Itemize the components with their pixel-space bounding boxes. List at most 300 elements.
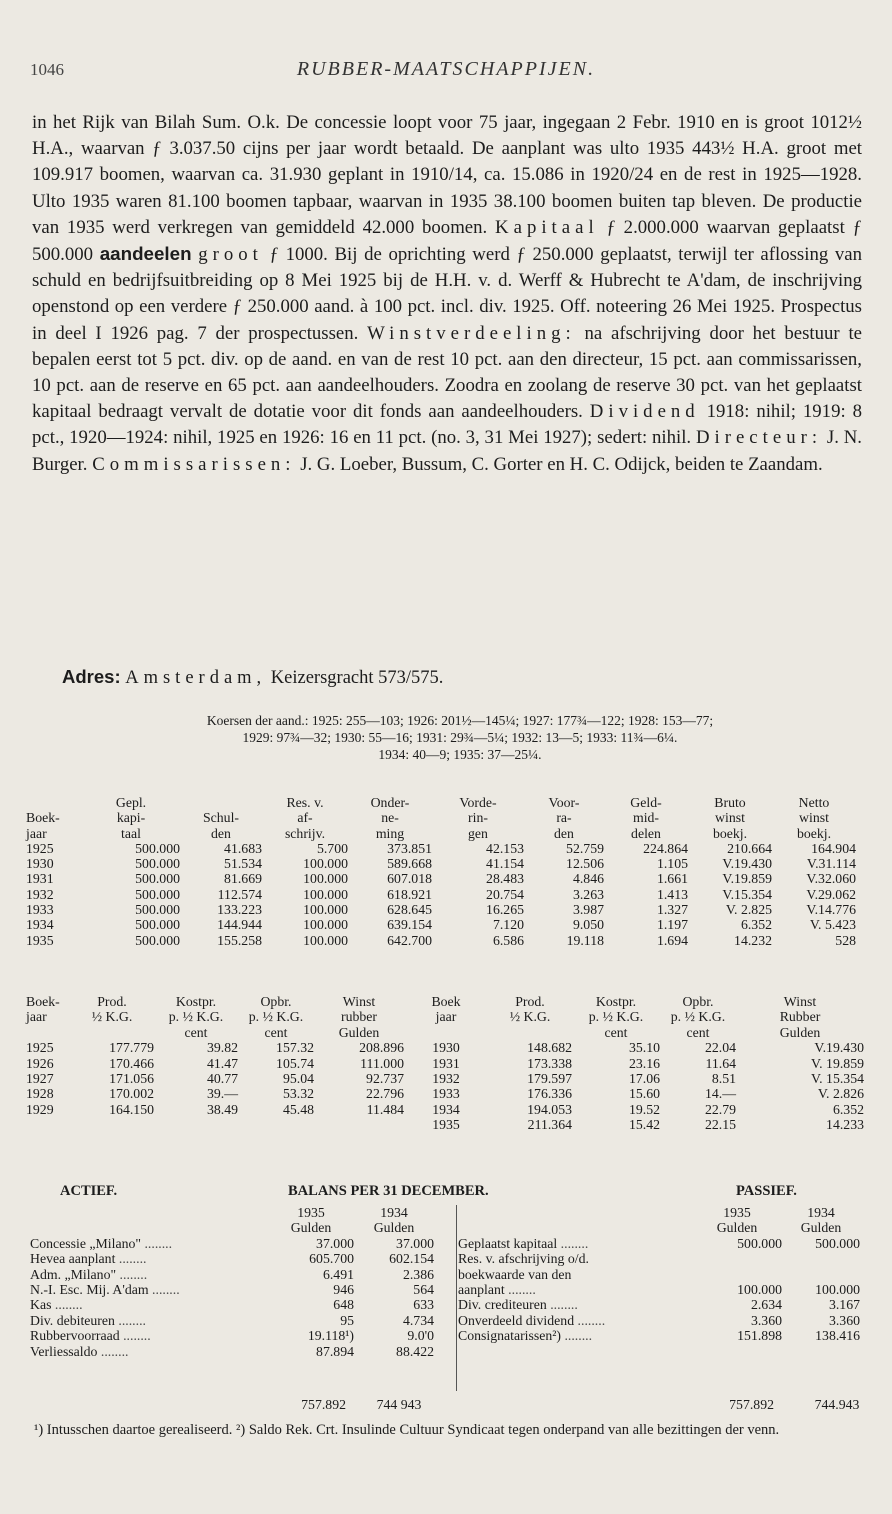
year-cell: 1929 [26, 1101, 54, 1117]
year-cell: 1932 [432, 1071, 460, 1087]
value-cell: 500.000 [135, 932, 180, 948]
running-title: RUBBER-MAATSCHAPPIJEN. [296, 58, 596, 80]
header-cell: Kostpr. [595, 994, 637, 1009]
amount-1934 [782, 1251, 860, 1266]
value-cell: 7.120 [492, 917, 524, 933]
unit-header: Gulden [373, 1220, 415, 1236]
value-cell: 1.105 [656, 856, 688, 872]
spacer-cell [30, 1205, 268, 1220]
balance-passief-table [458, 1205, 860, 1344]
header-cell: gen [468, 825, 488, 841]
balance-row [30, 1344, 434, 1359]
balance-item-label [30, 1328, 268, 1343]
header-cell: Winst [342, 994, 376, 1009]
balance-item-label [30, 1251, 268, 1266]
balance-row [30, 1282, 434, 1297]
item-name: Geplaatst kapitaal [458, 1235, 558, 1251]
header-cell: Onder- [370, 795, 410, 810]
value-cell: 628.645 [387, 902, 432, 918]
table-row [26, 933, 856, 948]
balance-item-label [30, 1313, 268, 1328]
balance-item-label [30, 1344, 268, 1359]
leader-dots: ........ [119, 1328, 151, 1344]
value-cell: 148.682 [527, 1040, 572, 1056]
balance-item-label [458, 1328, 692, 1343]
year-cell: 1935 [432, 1117, 460, 1133]
value-cell: 176.336 [527, 1086, 572, 1102]
value-cell: 41.154 [486, 856, 524, 872]
value-cell: V.19.859 [722, 871, 772, 887]
balance-row [30, 1251, 434, 1266]
value-cell: 164.904 [811, 840, 856, 856]
value-cell [238, 1117, 314, 1132]
value-cell: 100.000 [303, 902, 348, 918]
amount-1934: 500.000 [815, 1235, 860, 1251]
year-cell: 1934 [26, 917, 54, 933]
value-cell: 373.851 [387, 840, 432, 856]
value-cell: V.14.776 [806, 902, 856, 918]
header-cell: p. ½ K.G. [168, 1009, 224, 1025]
header-cell: Gulden [779, 1024, 821, 1040]
koersen-line: 1929: 97¾—32; 1930: 55—16; 1931: 29¾—5¼; 1932: 13—5; 1933: 11¾—6¼. [242, 730, 678, 745]
value-cell: 23.16 [628, 1055, 660, 1071]
amount-1935: 605.700 [309, 1251, 354, 1267]
value-cell: 22.15 [704, 1117, 736, 1133]
amount-1934: 3.167 [828, 1297, 860, 1313]
table-row [26, 1040, 864, 1055]
balance-item-label [30, 1297, 268, 1312]
value-cell: 38.49 [206, 1101, 238, 1117]
header-cell: ½ K.G. [91, 1009, 133, 1025]
value-cell: 133.223 [217, 902, 262, 918]
directeur-label: Directeur: [695, 427, 823, 449]
header-cell [26, 1025, 70, 1040]
balance-item-label [458, 1267, 692, 1282]
year-cell: 1930 [26, 856, 54, 872]
value-cell: 9.050 [572, 917, 604, 933]
table-row [26, 871, 856, 886]
value-cell: 100.000 [303, 871, 348, 887]
passief-label: PASSIEF. [736, 1183, 797, 1199]
kapitaal-label: Kapitaal [495, 216, 599, 238]
table-row [26, 1071, 864, 1086]
value-cell: 22.796 [366, 1086, 404, 1102]
balance-row [30, 1267, 434, 1282]
amount-1935: 151.898 [737, 1328, 782, 1344]
header-cell: Opbr. [682, 994, 714, 1009]
header-cell: p. ½ K.G. [588, 1009, 644, 1025]
amount-1935: 3.360 [750, 1312, 782, 1328]
header-cell: cent [264, 1024, 288, 1040]
balance-row [30, 1313, 434, 1328]
value-cell: 194.053 [527, 1101, 572, 1117]
amount-1934: 564 [413, 1282, 434, 1298]
balance-item-label [458, 1251, 692, 1266]
value-cell [70, 1117, 154, 1132]
header-cell: Opbr. [260, 994, 292, 1009]
year-cell: 1926 [26, 1055, 54, 1071]
header-cell: Res. v. [286, 795, 324, 810]
year-cell: 1933 [26, 902, 54, 918]
value-cell: 5.700 [316, 840, 348, 856]
value-cell: 500.000 [135, 917, 180, 933]
header-cell: jaar [26, 1009, 47, 1025]
year-header: 1935 [297, 1205, 325, 1220]
koersen-block [60, 712, 860, 763]
year-cell: 1934 [432, 1101, 460, 1117]
aandeelen-label: aandeelen [99, 243, 192, 265]
year-cell: 1925 [26, 1040, 54, 1056]
amount-1935: 37.000 [316, 1235, 354, 1251]
year-header-row [30, 1205, 434, 1220]
header-cell: Schul- [202, 810, 240, 826]
leader-dots: ........ [97, 1343, 129, 1359]
table-row [26, 1056, 864, 1071]
balance-row [458, 1251, 860, 1266]
header-cell: kapi- [116, 810, 146, 826]
value-cell: 52.759 [566, 840, 604, 856]
value-cell: 105.74 [276, 1055, 314, 1071]
header-cell: winst [799, 810, 829, 826]
value-cell: V.15.354 [722, 886, 772, 902]
balance-row [458, 1328, 860, 1343]
amount-1935: 19.118¹) [307, 1328, 354, 1344]
adres-street: Keizersgracht 573/575. [270, 668, 444, 688]
year-cell: 1932 [26, 886, 54, 902]
value-cell: 41.683 [224, 840, 262, 856]
adres-city: Amsterdam, [125, 668, 267, 688]
value-cell: 20.754 [486, 886, 524, 902]
value-cell: 8.51 [711, 1071, 736, 1087]
spacer-cell [458, 1205, 692, 1220]
year-cell: 1931 [432, 1055, 460, 1071]
balance-item-label [30, 1267, 268, 1282]
value-cell: 6.352 [740, 917, 772, 933]
header-cell: cent [686, 1024, 710, 1040]
spacer-cell [458, 1220, 692, 1235]
year-cell: 1931 [26, 871, 54, 887]
value-cell: 618.921 [387, 886, 432, 902]
unit-header: Gulden [800, 1220, 842, 1236]
value-cell: 210.664 [727, 840, 772, 856]
leader-dots: ........ [115, 1251, 147, 1267]
value-cell: V.29.062 [806, 886, 856, 902]
year-header: 1934 [807, 1205, 835, 1220]
value-cell: 35.10 [628, 1040, 660, 1056]
balance-title: BALANS PER 31 DECEMBER. [288, 1183, 489, 1199]
header-cell [70, 1025, 154, 1040]
amount-1935: 95 [340, 1312, 354, 1328]
header-cell: Prod. [515, 994, 545, 1009]
item-name: Hevea aanplant [30, 1251, 116, 1267]
balance-item-label [30, 1282, 268, 1297]
leader-dots: ........ [561, 1328, 593, 1344]
header-cell: ra- [556, 810, 572, 826]
dividend-label: Dividend [589, 401, 700, 423]
value-cell: 528 [835, 932, 856, 948]
page-number: 1046 [30, 60, 64, 79]
value-cell: V.19.430 [722, 856, 772, 872]
item-name: Div. crediteuren [458, 1297, 547, 1313]
header-cell: Gepl. [115, 795, 147, 810]
amount-1935: 100.000 [737, 1282, 782, 1298]
page-header [0, 52, 892, 88]
amount-1934: 633 [413, 1297, 434, 1313]
header-cell: schrijv. [284, 825, 326, 841]
header-cell: Bruto [714, 795, 746, 810]
spacer-cell [30, 1220, 268, 1235]
header-cell: jaar [435, 1009, 457, 1025]
value-cell: 100.000 [303, 856, 348, 872]
amount-1934: 37.000 [396, 1235, 434, 1251]
header-cell: taal [121, 825, 141, 841]
header-cell: mid- [632, 810, 660, 826]
production-table [26, 994, 864, 1133]
value-cell: 19.118 [566, 932, 604, 948]
value-cell: 15.60 [628, 1086, 660, 1102]
leader-dots: ........ [51, 1297, 83, 1313]
winstverdeeling-label: Winstverdeeling: [367, 322, 576, 344]
item-name: Rubbervoorraad [30, 1328, 120, 1344]
header-cell: ming [375, 825, 405, 841]
value-cell: 177.779 [109, 1040, 154, 1056]
amount-1935: 500.000 [737, 1235, 782, 1251]
item-name: Adm. „Milano" [30, 1266, 117, 1282]
header-cell: cent [184, 1024, 208, 1040]
paragraph-concession: in het Rijk van Bilah Sum. O.k. De concessie loopt voor 75 jaar, ingegaan 2 Febr. 1910 en is groot 1012½ H.A., waarvan ƒ 3.037.50 cijns per jaar wordt betaald. De aanplant was ulto 1935 443½ H.A. groot met 109.917 boomen, waarvan ca. 31.930 geplant in 1910/14, ca. 15.086 in 1920/24 en de rest in 1925—1928. Ulto 1935 waren 81.100 boomen tapbaar, waarvan in 1935 38.100 boomen buiten tap bleven. De productie van 1935 werd verkregen van gemiddeld 42.000 boomen. [32, 112, 862, 238]
total-1935: 757.892 [301, 1397, 346, 1412]
header-cell: Boek- [26, 994, 60, 1009]
value-cell: 173.338 [527, 1055, 572, 1071]
value-cell: 179.597 [527, 1071, 572, 1087]
value-cell [154, 1117, 238, 1132]
value-cell: 6.352 [832, 1101, 864, 1117]
value-cell: 164.150 [109, 1101, 154, 1117]
item-name: Kas [30, 1297, 52, 1313]
amount-1935: 648 [333, 1297, 354, 1313]
value-cell: 208.896 [359, 1040, 404, 1056]
header-cell: Kostpr. [175, 994, 217, 1009]
totals-actief [276, 1397, 426, 1413]
header-cell: p. ½ K.G. [670, 1009, 726, 1025]
header-cell: ne- [381, 810, 399, 826]
header-cell [26, 795, 82, 810]
value-cell: V.32.060 [806, 871, 856, 887]
koersen-line: 1934: 40—9; 1935: 37—25¼. [378, 747, 542, 762]
value-cell: 53.32 [282, 1086, 314, 1102]
value-cell: V. 2.825 [725, 902, 772, 918]
leader-dots: ........ [141, 1235, 173, 1251]
header-cell: Netto [798, 795, 830, 810]
dividend-text: 1918: nihil; 1919: 8 pct., 1920—1924: nihil, 1925 en 1926: 16 en 11 pct. (no. 3, 31 Mei 1927); sedert: nihil. [32, 401, 862, 449]
value-cell: 1.661 [656, 871, 688, 887]
year-cell: 1933 [432, 1086, 460, 1102]
header-cell: den [211, 825, 231, 841]
value-cell: 22.04 [704, 1040, 736, 1056]
value-cell: 4.846 [572, 871, 604, 887]
header-cell: winst [715, 810, 745, 826]
total-1935: 757.892 [729, 1397, 774, 1412]
value-cell: 1.197 [656, 917, 688, 933]
header-cell: boekj. [796, 825, 832, 841]
header-cell: Geld- [630, 795, 662, 810]
leader-dots: ........ [504, 1282, 536, 1298]
table-row [26, 902, 856, 917]
header-cell [404, 1025, 488, 1040]
value-cell: 14.— [704, 1086, 736, 1102]
value-cell: 95.04 [282, 1071, 314, 1087]
balance-item-label [458, 1282, 692, 1297]
item-name: Res. v. afschrijving o/d. [458, 1251, 589, 1267]
table-row [26, 917, 856, 932]
table-header-row [26, 810, 856, 825]
adres-label: Adres: [62, 666, 121, 687]
item-name: Consignatarissen²) [458, 1328, 561, 1344]
amount-1934 [782, 1267, 860, 1282]
balance-row [30, 1236, 434, 1251]
value-cell: 11.64 [705, 1055, 736, 1071]
table-row [26, 1102, 864, 1117]
amount-1935: 2.634 [750, 1297, 782, 1313]
value-cell: 639.154 [387, 917, 432, 933]
year-cell: 1928 [26, 1086, 54, 1102]
year-header: 1934 [380, 1205, 408, 1220]
value-cell: 40.77 [206, 1071, 238, 1087]
value-cell: V. 15.354 [810, 1071, 864, 1087]
unit-header-row [458, 1220, 860, 1235]
amount-1934: 4.734 [402, 1312, 434, 1328]
amount-1934: 602.154 [389, 1251, 434, 1267]
value-cell: 12.506 [566, 856, 604, 872]
amount-1935: 6.491 [322, 1266, 354, 1282]
value-cell: 500.000 [135, 886, 180, 902]
balance-item-label [458, 1313, 692, 1328]
value-cell: 22.79 [704, 1101, 736, 1117]
leader-dots: ........ [114, 1312, 146, 1328]
value-cell: 144.944 [217, 917, 262, 933]
value-cell: 500.000 [135, 840, 180, 856]
amount-1935: 87.894 [316, 1343, 354, 1359]
leader-dots: ........ [557, 1235, 589, 1251]
table-row [26, 1086, 864, 1101]
year-cell [26, 1117, 70, 1132]
leader-dots: ........ [546, 1297, 578, 1313]
winstverdeeling-text: na afschrijving door het bestuur te bepalen eerst tot 5 pct. div. op de aand. en van de rest 10 pct. aan den directeur, 15 pct. aan commissarissen, 10 pct. aan de reserve en 65 pct. aan aandeelhouders. Zoodra en zoolang de reserve 30 pct. van het geplaatst kapitaal bedraagt vervalt de dotatie voor dit fonds aan aandeelhouders. [32, 322, 862, 423]
value-cell: 3.987 [572, 902, 604, 918]
amount-1934: 138.416 [815, 1328, 860, 1344]
year-header-row [458, 1205, 860, 1220]
amount-1934: 88.422 [396, 1343, 434, 1359]
unit-header-row [30, 1220, 434, 1235]
value-cell: 45.48 [282, 1101, 314, 1117]
table-row [26, 887, 856, 902]
item-name: boekwaarde van den [458, 1266, 572, 1282]
header-cell: boekj. [712, 825, 748, 841]
leader-dots: ........ [148, 1282, 180, 1298]
value-cell: 6.586 [492, 932, 524, 948]
unit-header: Gulden [716, 1220, 758, 1236]
value-cell: 100.000 [303, 886, 348, 902]
value-cell: 170.466 [109, 1055, 154, 1071]
balance-row [30, 1328, 434, 1343]
header-cell: Voor- [548, 795, 580, 810]
value-cell: 589.668 [387, 856, 432, 872]
balance-actief-table [30, 1205, 434, 1359]
item-name: Concessie „Milano" [30, 1235, 142, 1251]
value-cell: 500.000 [135, 871, 180, 887]
header-cell: Boek- [26, 810, 60, 826]
balance-item-label [30, 1236, 268, 1251]
amount-1935 [692, 1251, 782, 1266]
table-row [26, 1117, 864, 1132]
balance-row [458, 1236, 860, 1251]
address-line [62, 666, 443, 689]
value-cell: 211.364 [527, 1117, 572, 1133]
value-cell: 17.06 [628, 1071, 660, 1087]
commissarissen-label: Commissarissen: [92, 453, 296, 475]
leader-dots: ........ [574, 1312, 606, 1328]
header-cell [488, 1025, 572, 1040]
balance-heading [0, 1183, 892, 1203]
balance-item-label [458, 1236, 692, 1251]
value-cell: 28.483 [486, 871, 524, 887]
groot-label: groot [198, 244, 263, 266]
header-cell: Boek [431, 994, 461, 1009]
year-cell: 1927 [26, 1071, 54, 1087]
value-cell: 39.— [206, 1086, 238, 1102]
balance-row [458, 1313, 860, 1328]
header-cell: rubber [340, 1009, 377, 1025]
header-cell: cent [604, 1024, 628, 1040]
value-cell: 51.534 [224, 856, 262, 872]
value-cell: 224.864 [643, 840, 688, 856]
value-cell: 42.153 [486, 840, 524, 856]
table-header-row [26, 826, 856, 841]
value-cell: V. 5.423 [809, 917, 856, 933]
commissarissen-text: J. G. Loeber, Bussum, C. Gorter en H. C. Odijck, beiden te Zaandam. [300, 453, 823, 475]
value-cell: 500.000 [135, 902, 180, 918]
amount-1934: 9.0'0 [407, 1328, 434, 1344]
header-cell: Rubber [779, 1009, 821, 1025]
value-cell: 171.056 [109, 1071, 154, 1087]
footnote: ¹) Intusschen daartoe gerealiseerd. ²) Saldo Rek. Crt. Insulinde Cultuur Syndicaat tegen onderpand van alle bezittingen der venn. [34, 1422, 780, 1438]
item-name: Div. debiteuren [30, 1312, 115, 1328]
header-cell: af- [297, 810, 313, 826]
value-cell: 16.265 [486, 902, 524, 918]
header-cell: Vorde- [459, 795, 497, 810]
value-cell: 1.694 [656, 932, 688, 948]
value-cell: 100.000 [303, 917, 348, 933]
item-name: Onverdeeld dividend [458, 1312, 575, 1328]
value-cell: 155.258 [217, 932, 262, 948]
actief-label: ACTIEF. [60, 1183, 118, 1199]
value-cell: 112.574 [217, 886, 262, 902]
header-cell: Winst [783, 994, 817, 1009]
total-1934: 744 943 [376, 1397, 422, 1412]
directeur-text: J. N. Burger. [32, 427, 862, 475]
header-cell: den [554, 825, 574, 841]
value-cell: 170.002 [109, 1086, 154, 1102]
balance-row [458, 1267, 860, 1282]
body-text [32, 110, 862, 478]
header-cell: jaar [26, 825, 47, 841]
balance-row [458, 1297, 860, 1312]
table-header-row [26, 795, 856, 810]
header-cell: delen [631, 825, 661, 841]
balance-row [458, 1282, 860, 1297]
value-cell: 92.737 [366, 1071, 404, 1087]
header-cell [180, 795, 262, 810]
